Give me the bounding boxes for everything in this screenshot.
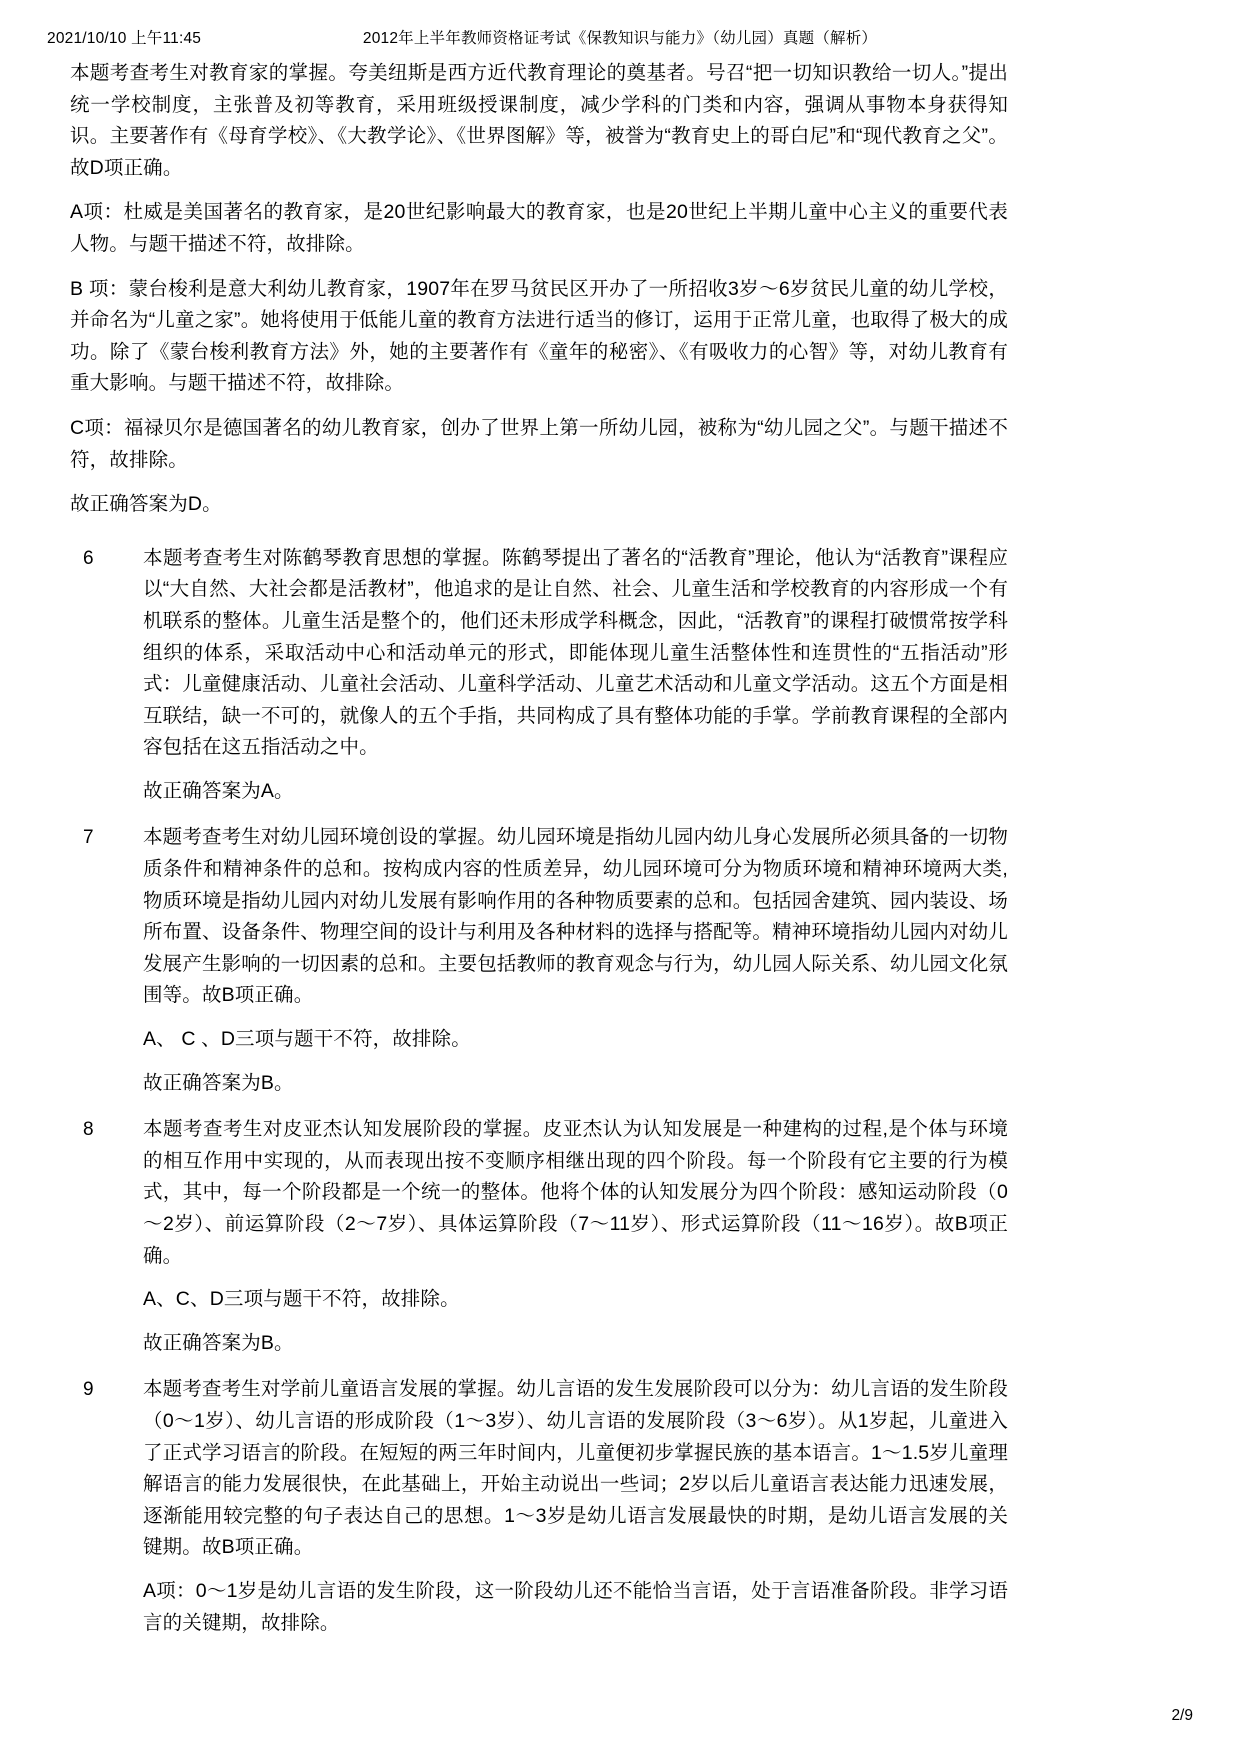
paragraph-q6-answer: 故正确答案为A。 bbox=[143, 779, 294, 802]
page-number-footer: 2/9 bbox=[1171, 1707, 1193, 1724]
question-text-6: 本题考查考生对陈鹤琴教育思想的掌握。陈鹤琴提出了著名的“活教育”理论，他认为“活教育”课程应以“大自然、大社会都是活教材”，他追求的是让自然、社会、儿童生活和学校教育的内容形成一个有机联系的整体。儿童生活是整个的，他们还未形成学科概念，因此，“活教育”的课程打破惯常按学科组织的体系，采取活动中心和活动单元的形式，即能体现儿童生活整体性和连贯性的“五指活动”形式：儿童健康活动、儿童社会活动、儿童科学活动、儿童艺术活动和儿童文学活动。这五个方面是相互联结，缺一不可的，就像人的五个手指，共同构成了具有整体功能的手掌。学前教育课程的全部内容包括在这五指活动之中。 bbox=[143, 546, 1008, 759]
paragraph-q5-answer: 故正确答案为D。 bbox=[70, 493, 222, 516]
paragraph-q5-explanation: 本题考查考生对教育家的掌握。夸美纽斯是西方近代教育理论的奠基者。号召“把一切知识教给一切人。”提出统一学校制度，主张普及初等教育，采用班级授课制度，减少学科的门类和内容，强调从事物本身获得知识。主要著作有《母育学校》、《大教学论》、《世界图解》等，被誉为“教育史上的哥白尼”和“现代教育之父”。故D项正确。 bbox=[70, 62, 1008, 179]
block-spacer bbox=[0, 534, 1240, 543]
question-number-8: 8 bbox=[83, 1119, 94, 1141]
paragraph-q8-distractors: A、C、D三项与题干不符，故排除。 bbox=[143, 1288, 460, 1311]
question-number-7: 7 bbox=[83, 827, 94, 849]
paragraph-q5-option-b: B 项：蒙台梭利是意大利幼儿教育家，1907年在罗马贫民区开办了一所招收3岁～6岁贫民儿童的幼儿学校，并命名为“儿童之家”。她将使用于低能儿童的教育方法进行适当的修订，运用于正常儿童，也取得了极大的成功。除了《蒙台梭利教育方法》外，她的主要著作有《童年的秘密》、《有吸收力的心智》等，对幼儿教育有重大影响。与题干描述不符，故排除。 bbox=[70, 277, 1008, 395]
question-block-9 bbox=[0, 1374, 1240, 1564]
question-number-6: 6 bbox=[83, 547, 94, 569]
page-running-head bbox=[0, 28, 1240, 50]
paragraph-q5-option-a: A项：杜威是美国著名的教育家，是20世纪影响最大的教育家，也是20世纪上半期儿童中心主义的重要代表人物。与题干描述不符，故排除。 bbox=[70, 201, 1008, 255]
paragraph-q8-answer: 故正确答案为B。 bbox=[143, 1331, 294, 1354]
paragraph-q9-option-a: A项：0～1岁是幼儿言语的发生阶段，这一阶段幼儿还不能恰当言语，处于言语准备阶段。非学习语言的关键期，故排除。 bbox=[143, 1579, 1008, 1634]
question-number-9: 9 bbox=[83, 1379, 94, 1401]
header-timestamp: 2021/10/10 上午11:45 bbox=[47, 30, 202, 47]
question-text-9: 本题考查考生对学前儿童语言发展的掌握。幼儿言语的发生发展阶段可以分为：幼儿言语的发生阶段（0～1岁）、幼儿言语的形成阶段（1～3岁）、幼儿言语的发展阶段（3～6岁）。从1岁起，儿童进入了正式学习语言的阶段。在短短的两三年时间内，儿童便初步掌握民族的基本语言。1～1.5岁儿童理解语言的能力发展很快，在此基础上，开始主动说出一些词；2岁以后儿童语言表达能力迅速发展，逐渐能用较完整的句子表达自己的思想。1～3岁是幼儿语言发展最快的时期，是幼儿语言发展的关键期。故B项正确。 bbox=[143, 1378, 1008, 1559]
paragraph-q5-option-c: C项：福禄贝尔是德国著名的幼儿教育家，创办了世界上第一所幼儿园，被称为“幼儿园之父”。与题干描述不符，故排除。 bbox=[70, 416, 1008, 471]
header-document-title: 2012年上半年教师资格证考试《保教知识与能力》（幼儿园）真题（解析） bbox=[362, 30, 878, 47]
question-text-8: 本题考查考生对皮亚杰认知发展阶段的掌握。皮亚杰认为认知发展是一种建构的过程,是个体与环境的相互作用中实现的，从而表现出按不变顺序相继出现的四个阶段。每一个阶段有它主要的行为模式，其中，每一个阶段都是一个统一的整体。他将个体的认知发展分为四个阶段：感知运动阶段（0～2岁）、前运算阶段（2～7岁）、具体运算阶段（7～11岁）、形式运算阶段（11～16岁）。故B项正确。 bbox=[143, 1118, 1008, 1267]
question-text-7: 本题考查考生对幼儿园环境创设的掌握。幼儿园环境是指幼儿园内幼儿身心发展所必须具备的一切物质条件和精神条件的总和。按构成内容的性质差异，幼儿园环境可分为物质环境和精神环境两大类,物质环境是指幼儿园内对幼儿发展有影响作用的各种物质要素的总和。包括园舍建筑、园内装设、场所布置、设备条件、物理空间的设计与利用及各种材料的选择与搭配等。精神环境指幼儿园内对幼儿发展产生影响的一切因素的总和。主要包括教师的教育观念与行为，幼儿园人际关系、幼儿园文化氛围等。故B项正确。 bbox=[143, 826, 1008, 1007]
question-block-6 bbox=[0, 543, 1240, 764]
paragraph-q7-answer: 故正确答案为B。 bbox=[143, 1071, 294, 1094]
paragraph-q7-distractors: A、 C 、D三项与题干不符，故排除。 bbox=[143, 1028, 471, 1051]
question-block-7 bbox=[0, 822, 1240, 1012]
document-body bbox=[0, 58, 1240, 1651]
question-block-8 bbox=[0, 1114, 1240, 1272]
